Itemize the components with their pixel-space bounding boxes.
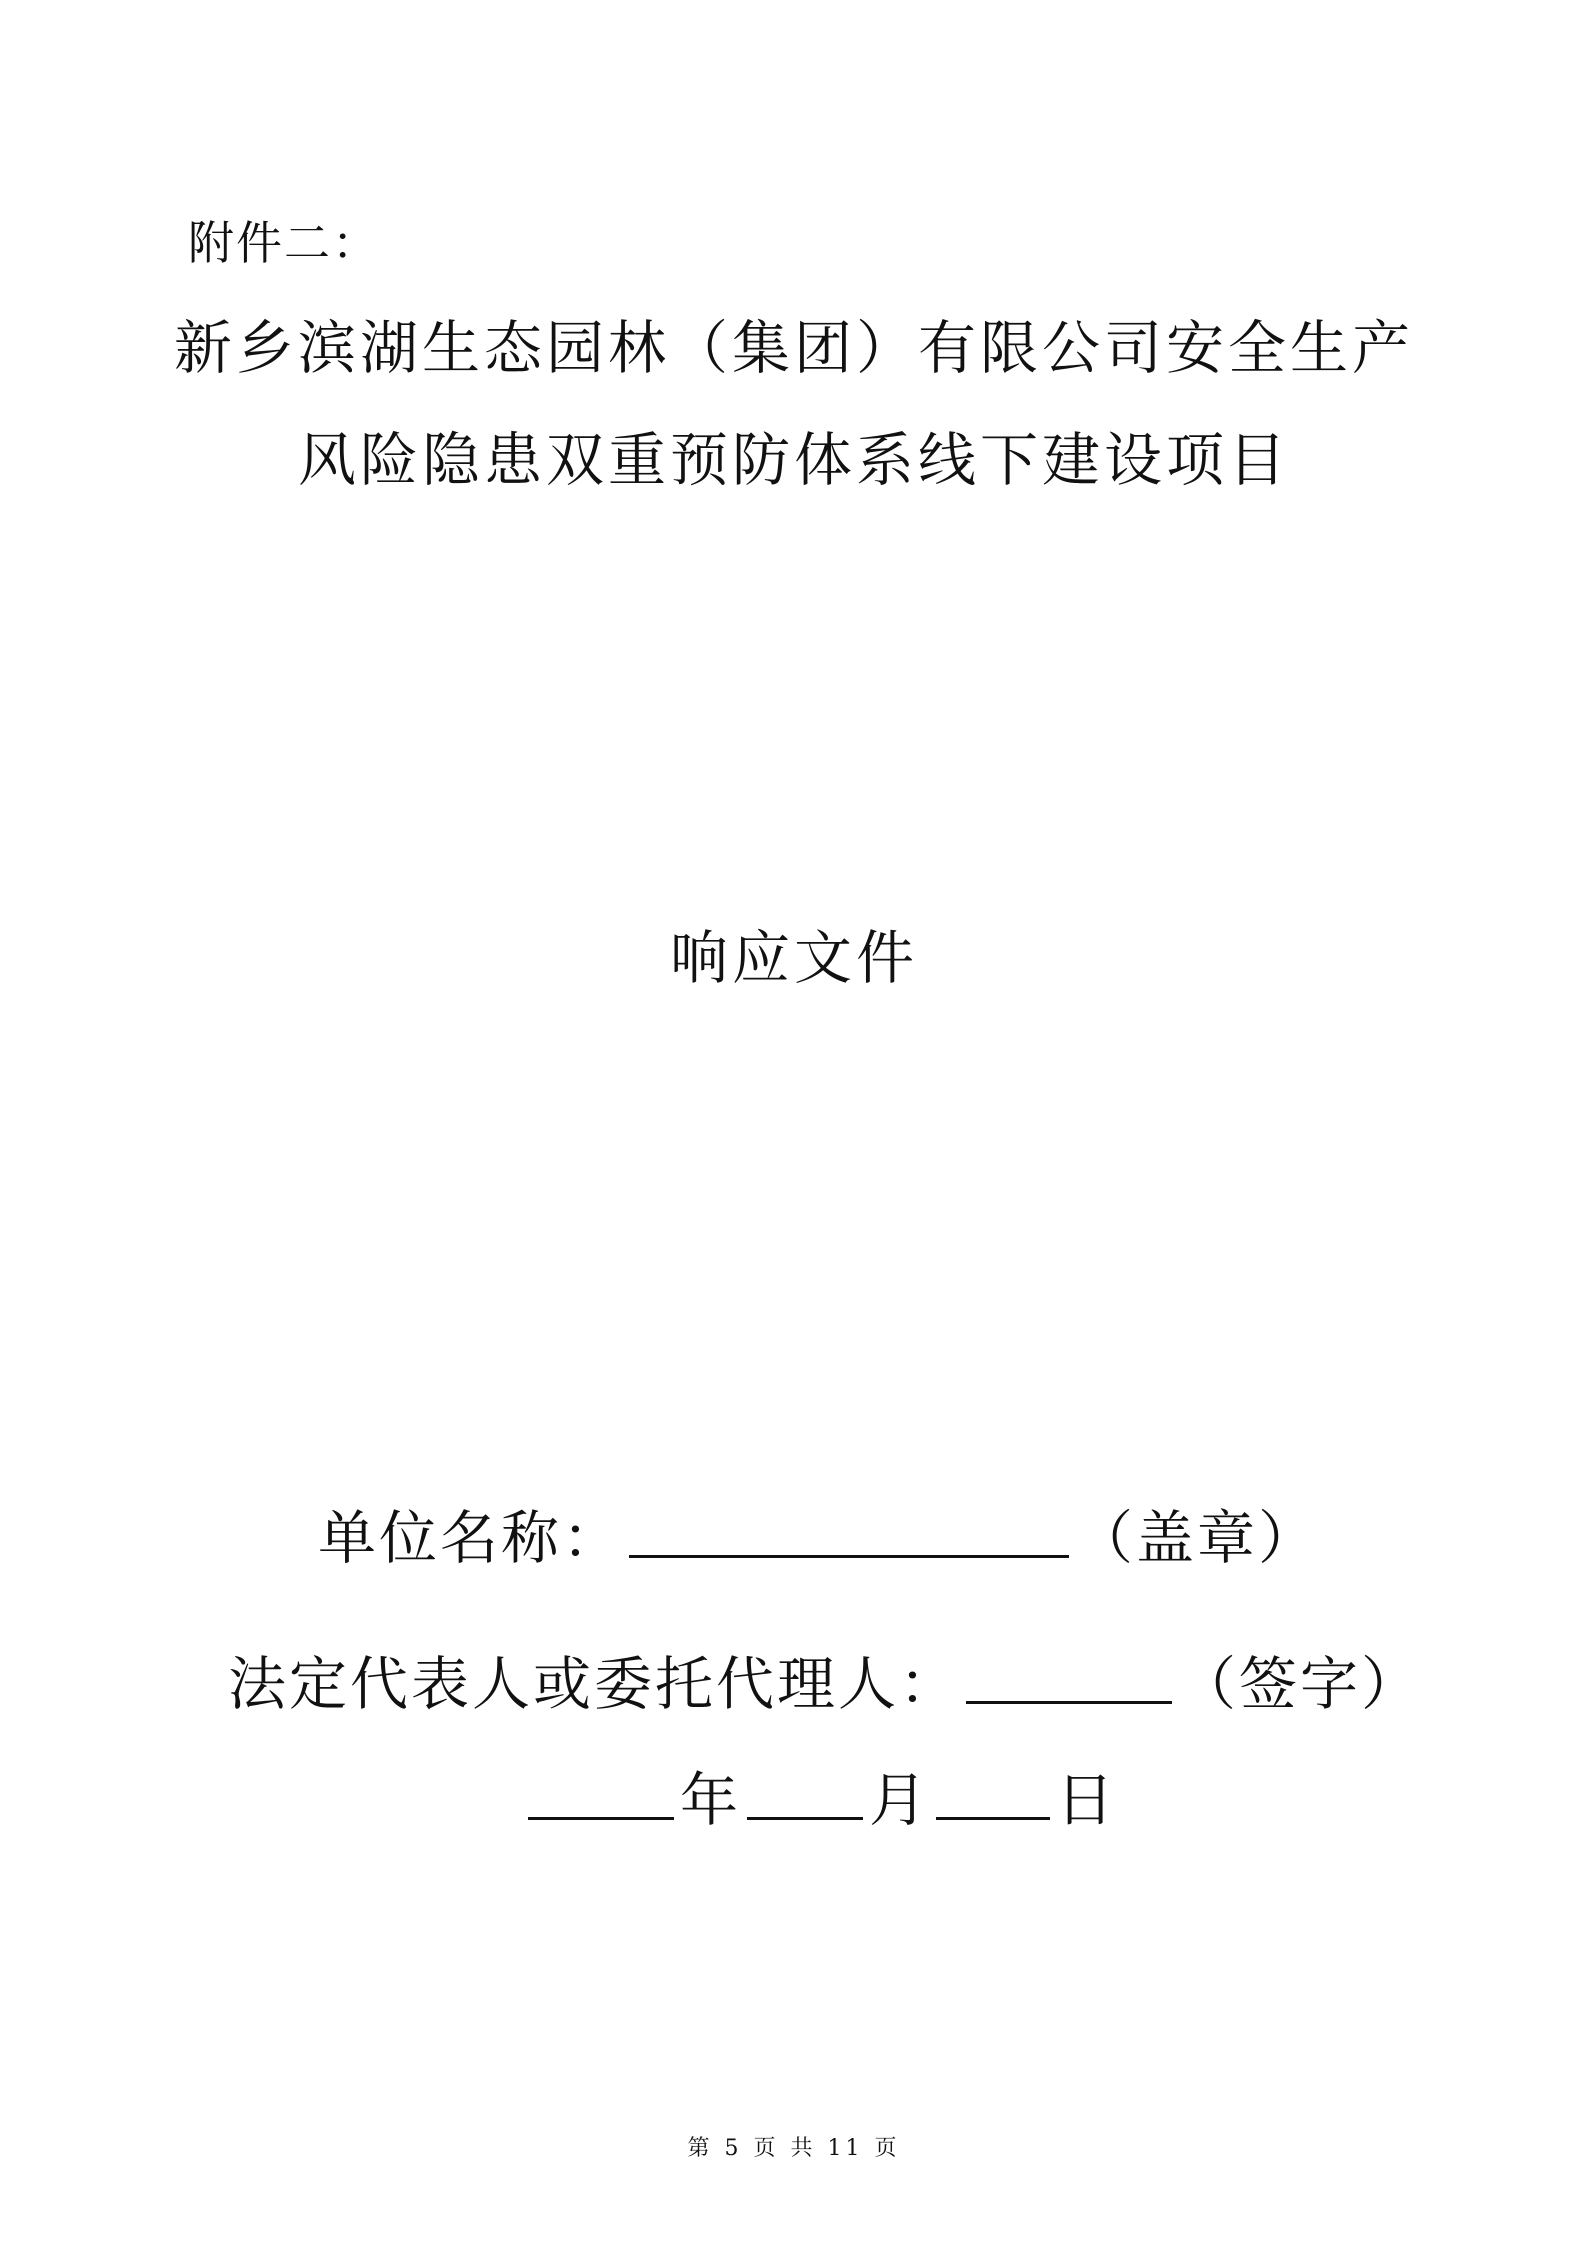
signature-note: （签字） [1178,1650,1423,1718]
page-number-footer: 第 5 页 共 11 页 [687,2136,901,2161]
unit-name-row [318,1498,1319,1578]
document-title-line-1: 新乡滨湖生态园林（集团）有限公司安全生产 [173,314,1414,382]
unit-name-blank[interactable] [629,1499,1069,1558]
year-blank[interactable] [528,1761,674,1820]
day-label: 日 [1056,1766,1118,1834]
representative-row [228,1644,1422,1724]
date-row [522,1760,1117,1840]
month-blank[interactable] [747,1761,863,1820]
document-type-heading: 响应文件 [669,924,918,992]
year-label: 年 [680,1766,742,1834]
document-title-line-2: 风险隐患双重预防体系线下建设项目 [297,426,1290,494]
seal-note: （盖章） [1075,1504,1320,1572]
month-label: 月 [869,1766,931,1834]
attachment-label: 附件二： [188,216,380,270]
day-blank[interactable] [936,1761,1050,1820]
unit-name-label: 单位名称： [318,1504,624,1572]
representative-blank[interactable] [966,1645,1172,1704]
representative-label: 法定代表人或委托代理人： [228,1650,961,1718]
